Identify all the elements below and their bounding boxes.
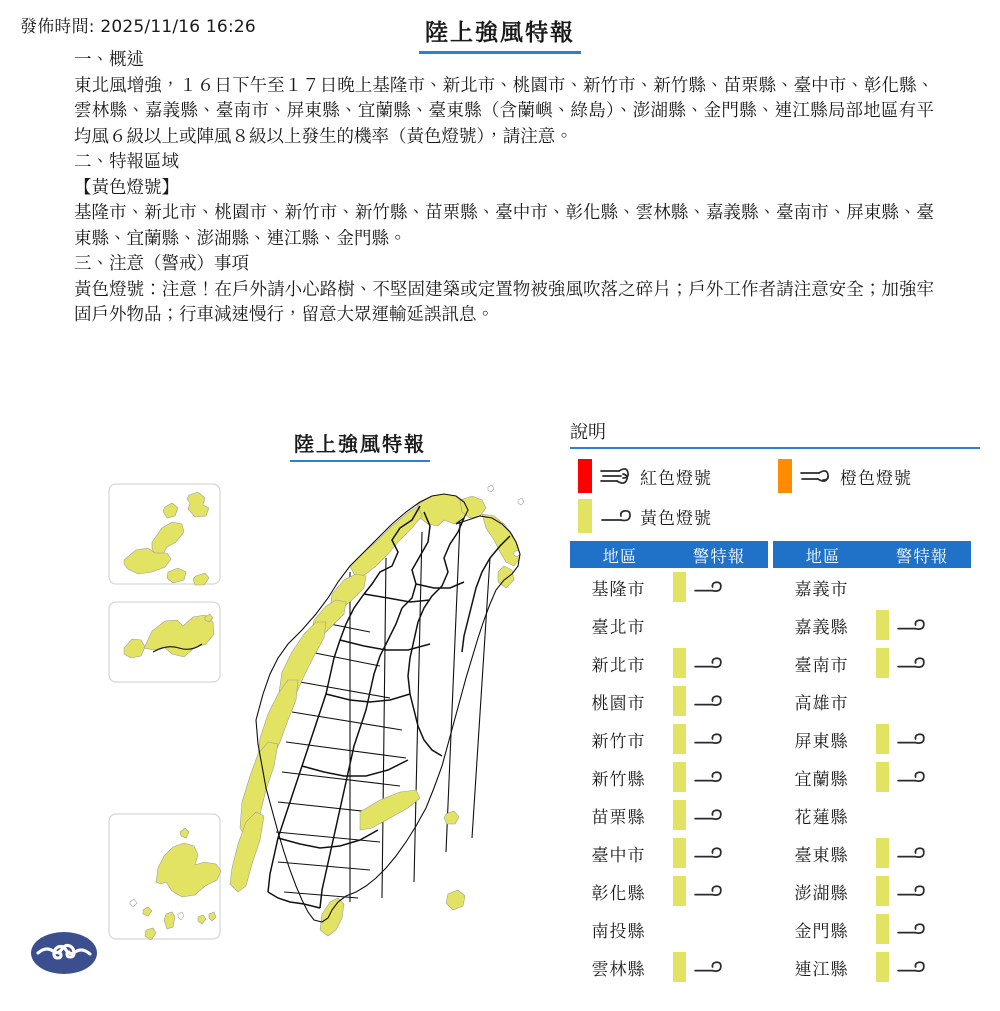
legend-items <box>570 459 980 537</box>
cell-region: 新竹縣 <box>591 769 646 790</box>
wind-icon-level1 <box>895 842 927 864</box>
table-row <box>773 834 971 872</box>
cell-region: 嘉義縣 <box>794 617 849 638</box>
header-warning: 警特報 <box>692 546 746 566</box>
warning-swatch-yellow <box>876 838 889 868</box>
table-row <box>570 682 768 720</box>
legend-swatch-red <box>578 459 592 493</box>
wind-icon-level1 <box>895 652 927 674</box>
warning-swatch-yellow <box>876 952 889 982</box>
table-row <box>570 644 768 682</box>
wind-icon-level1 <box>692 842 724 864</box>
wind-icon-level1 <box>895 614 927 636</box>
wind-icon-level1 <box>895 728 927 750</box>
taiwan-main-island <box>230 485 524 936</box>
map-title <box>200 428 520 462</box>
warning-swatch-yellow <box>876 724 889 754</box>
table-header-right <box>773 541 971 568</box>
warning-swatch-yellow <box>673 876 686 906</box>
table-row <box>570 872 768 910</box>
warning-swatch-yellow <box>876 876 889 906</box>
section3-heading: 三、注意（警戒）事項 <box>74 254 249 274</box>
warning-swatch-yellow <box>673 724 686 754</box>
cell-warning <box>870 914 971 944</box>
cell-region: 新竹市 <box>591 731 646 752</box>
cell-warning <box>870 952 971 982</box>
header-warning: 警特報 <box>895 546 949 566</box>
cell-region: 臺北市 <box>591 617 646 638</box>
section2-heading: 二、特報區域 <box>74 152 179 172</box>
legend-swatch-orange <box>778 459 792 493</box>
table-row <box>773 720 971 758</box>
table-row <box>570 568 768 606</box>
table-row <box>773 606 971 644</box>
header-region: 地區 <box>805 546 841 566</box>
legend-label-orange: 橙色燈號 <box>840 468 912 489</box>
cell-region: 澎湖縣 <box>794 883 849 904</box>
table-row <box>570 758 768 796</box>
cell-warning <box>667 952 768 982</box>
warning-swatch-yellow <box>673 952 686 982</box>
cell-region: 花蓮縣 <box>794 807 849 828</box>
table-row <box>773 568 971 606</box>
warning-swatch-yellow <box>673 572 686 602</box>
legend-item-yellow <box>578 499 712 533</box>
warn-lanyu <box>446 890 465 910</box>
wind-icon-level1 <box>692 880 724 902</box>
warning-swatch-yellow <box>673 762 686 792</box>
warn-tainan-coast <box>230 812 264 892</box>
table-header-left <box>570 541 768 568</box>
warning-swatch-yellow <box>673 838 686 868</box>
publish-time: 發佈時間: 2025/11/16 16:26 <box>20 17 256 37</box>
cell-region: 嘉義市 <box>794 579 849 600</box>
report-body <box>74 48 934 329</box>
table-row <box>773 796 971 834</box>
warning-table-right <box>773 541 971 986</box>
warning-tables <box>570 541 980 1011</box>
table-row <box>570 910 768 948</box>
cell-warning <box>870 762 971 792</box>
legend-label-yellow: 黃色燈號 <box>640 508 712 529</box>
cell-warning <box>870 838 971 868</box>
cell-region: 苗栗縣 <box>591 807 646 828</box>
warning-swatch-yellow <box>673 686 686 716</box>
wind-icon-level1 <box>895 766 927 788</box>
taiwan-warning-map <box>20 462 550 992</box>
cell-warning <box>667 762 768 792</box>
cell-warning <box>870 724 971 754</box>
wind-icon-level1 <box>692 804 724 826</box>
cell-warning <box>870 648 971 678</box>
table-row <box>773 910 971 948</box>
cell-region: 臺南市 <box>794 655 849 676</box>
cell-region: 高雄市 <box>794 693 849 714</box>
cell-region: 屏東縣 <box>794 731 849 752</box>
legend-and-table-panel <box>570 418 980 1011</box>
wind-icon-level1 <box>692 728 724 750</box>
section3-body: 黃色燈號：注意！在戶外請小心路樹、不堅固建築或定置物被強風吹落之碎片；戶外工作者請注意安全；加強牢固戶外物品；行車減速慢行，留意大眾運輸延誤訊息。 <box>74 279 934 325</box>
document-title-text: 陸上強風特報 <box>419 14 581 54</box>
table-row <box>570 796 768 834</box>
warning-swatch-yellow <box>876 610 889 640</box>
wind-icon-level1 <box>895 880 927 902</box>
table-row <box>570 834 768 872</box>
table-row <box>773 758 971 796</box>
wind-icon-level1 <box>599 504 633 528</box>
cell-region: 宜蘭縣 <box>794 769 849 790</box>
warn-green-island <box>444 811 459 824</box>
warning-swatch-yellow <box>673 648 686 678</box>
cell-region: 臺中市 <box>591 845 646 866</box>
cell-region: 桃園市 <box>591 693 646 714</box>
cell-region: 南投縣 <box>591 921 646 942</box>
wind-icon-level1 <box>692 766 724 788</box>
section2-level-label: 【黃色燈號】 <box>74 177 179 198</box>
cell-region: 金門縣 <box>794 921 849 942</box>
warning-table-left <box>570 541 768 986</box>
cell-region: 臺東縣 <box>794 845 849 866</box>
section1-heading: 一、概述 <box>74 50 144 70</box>
legend-heading: 說明 <box>570 418 980 449</box>
cell-warning <box>667 876 768 906</box>
table-row <box>570 720 768 758</box>
table-row <box>773 948 971 986</box>
map-title-text: 陸上強風特報 <box>290 428 430 462</box>
warning-swatch-yellow <box>673 800 686 830</box>
cell-region: 新北市 <box>591 655 646 676</box>
table-row <box>773 682 971 720</box>
wind-icon-level1 <box>692 652 724 674</box>
cell-warning <box>667 800 768 830</box>
header-region: 地區 <box>602 546 638 566</box>
legend-swatch-yellow <box>578 499 592 533</box>
cell-region: 連江縣 <box>794 959 849 980</box>
cell-warning <box>667 648 768 678</box>
warning-swatch-yellow <box>876 762 889 792</box>
cwa-logo <box>30 930 98 976</box>
cell-region: 雲林縣 <box>591 959 646 980</box>
cell-warning <box>667 572 768 602</box>
section2-body: 基隆市、新北市、桃園市、新竹市、新竹縣、苗栗縣、臺中市、彰化縣、雲林縣、嘉義縣、臺南市、屏東縣、臺東縣、宜蘭縣、澎湖縣、連江縣、金門縣。 <box>74 203 934 249</box>
table-row <box>773 644 971 682</box>
cell-warning <box>870 610 971 640</box>
wind-icon-level3 <box>599 464 633 488</box>
wind-icon-level1 <box>895 956 927 978</box>
warning-swatch-yellow <box>876 914 889 944</box>
cell-region: 彰化縣 <box>591 883 646 904</box>
wind-icon-level1 <box>692 956 724 978</box>
wind-icon-level1 <box>692 690 724 712</box>
cell-warning <box>667 724 768 754</box>
warning-swatch-yellow <box>876 648 889 678</box>
wind-icon-level1 <box>692 576 724 598</box>
section1-body: 東北風增強，１６日下午至１７日晚上基隆市、新北市、桃園市、新竹市、新竹縣、苗栗縣、臺中市、彰化縣、雲林縣、嘉義縣、臺南市、屏東縣、宜蘭縣、臺東縣（含蘭嶼、綠島）、澎湖縣、金門縣、連江縣局部地區有平均風６級以上或陣風８級以上發生的機率（黃色燈號），請注意。 <box>74 75 934 147</box>
legend-item-red <box>578 459 712 493</box>
wind-icon-level1 <box>895 918 927 940</box>
cell-warning <box>667 838 768 868</box>
cell-warning <box>870 876 971 906</box>
wind-icon-level2 <box>799 464 833 488</box>
legend-label-red: 紅色燈號 <box>640 468 712 489</box>
table-row <box>773 872 971 910</box>
cell-region: 基隆市 <box>591 579 646 600</box>
cell-warning <box>667 686 768 716</box>
table-row <box>570 606 768 644</box>
legend-item-orange <box>778 459 912 493</box>
table-row <box>570 948 768 986</box>
